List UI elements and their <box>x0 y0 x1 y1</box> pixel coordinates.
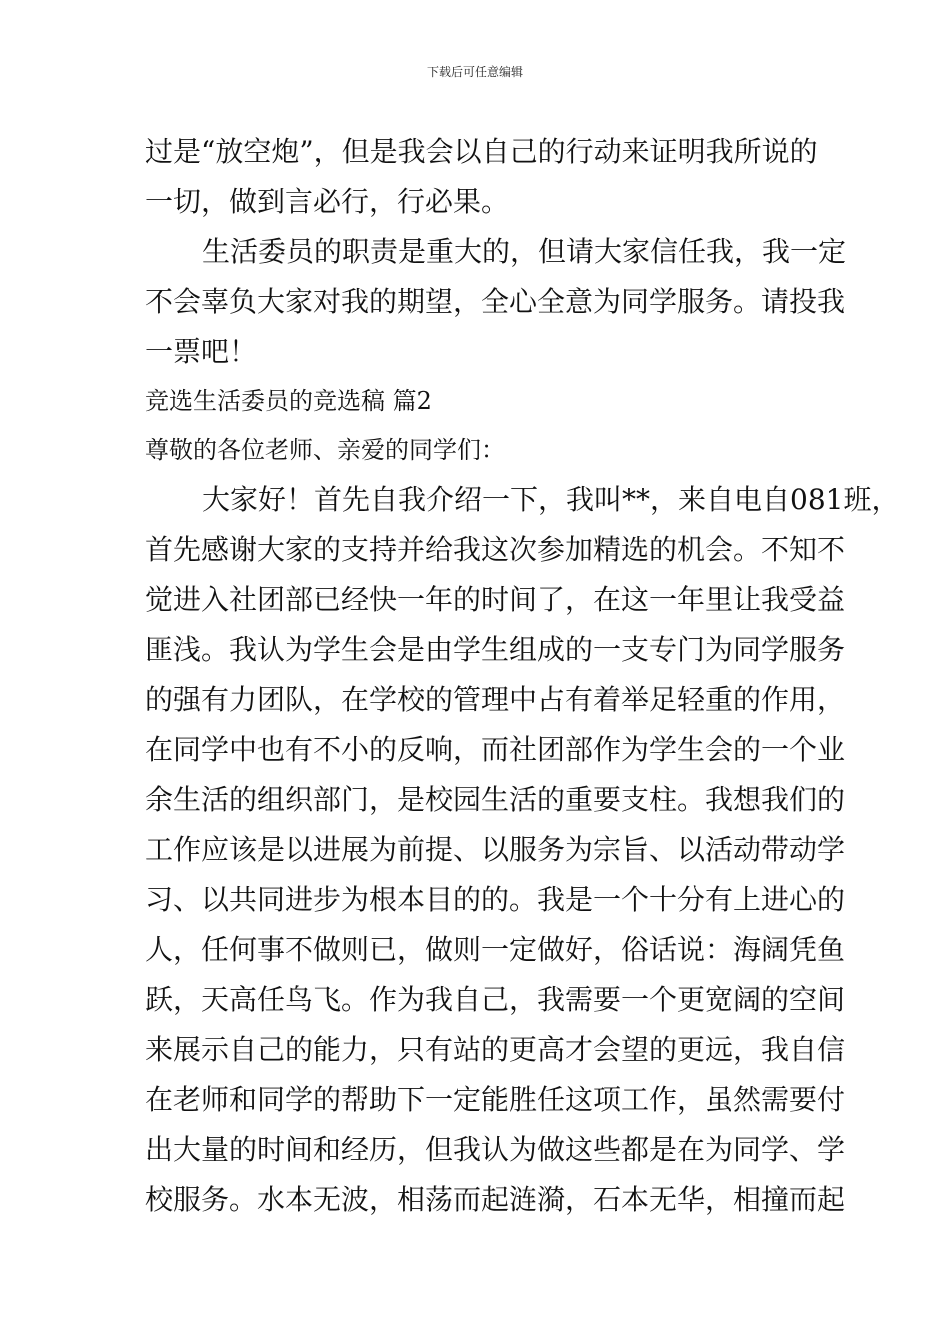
text-line: 余生活的组织部门，是校园生活的重要支柱。我想我们的 <box>145 783 846 816</box>
text-line: 首先感谢大家的支持并给我这次参加精选的机会。不知不 <box>145 533 846 566</box>
text-line: 出大量的时间和经历，但我认为做这些都是在为同学、学 <box>145 1133 846 1166</box>
text-line: 来展示自己的能力，只有站的更高才会望的更远，我自信 <box>145 1033 846 1066</box>
text-line: 过是“放空炮”，但是我会以自己的行动来证明我所说的 <box>145 135 818 168</box>
text-line: 校服务。水本无波，相荡而起涟漪，石本无华，相撞而起 <box>145 1183 846 1216</box>
text-line: 觉进入社团部已经快一年的时间了，在这一年里让我受益 <box>145 583 846 616</box>
text-line: 的强有力团队，在学校的管理中占有着举足轻重的作用， <box>145 683 846 716</box>
section-heading: 竞选生活委员的竞选稿 篇2 <box>145 387 432 415</box>
text-line: 工作应该是以进展为前提、以服务为宗旨、以活动带动学 <box>145 833 846 866</box>
text-line: 生活委员的职责是重大的，但请大家信任我，我一定 <box>202 235 847 268</box>
text-line: 不会辜负大家对我的期望，全心全意为同学服务。请投我 <box>145 285 846 318</box>
text-line: 匪浅。我认为学生会是由学生组成的一支专门为同学服务 <box>145 633 846 666</box>
text-line: 习、以共同进步为根本目的的。我是一个十分有上进心的 <box>145 883 846 916</box>
text-line: 一票吧！ <box>145 335 258 368</box>
document-body <box>145 127 900 1225</box>
text-line: 大家好！首先自我介绍一下，我叫**，来自电自081班， <box>202 483 900 516</box>
page-header-note: 下载后可任意编辑 <box>426 65 523 79</box>
text-line: 跃，天高任鸟飞。作为我自己，我需要一个更宽阔的空间 <box>145 983 846 1016</box>
text-line: 人，任何事不做则已，做则一定做好，俗话说：海阔凭鱼 <box>145 933 846 966</box>
text-line: 在老师和同学的帮助下一定能胜任这项工作，虽然需要付 <box>145 1083 846 1116</box>
text-line: 一切，做到言必行，行必果。 <box>145 185 510 218</box>
text-line: 在同学中也有不小的反响，而社团部作为学生会的一个业 <box>145 733 846 766</box>
salutation-line: 尊敬的各位老师、亲爱的同学们： <box>145 436 505 464</box>
